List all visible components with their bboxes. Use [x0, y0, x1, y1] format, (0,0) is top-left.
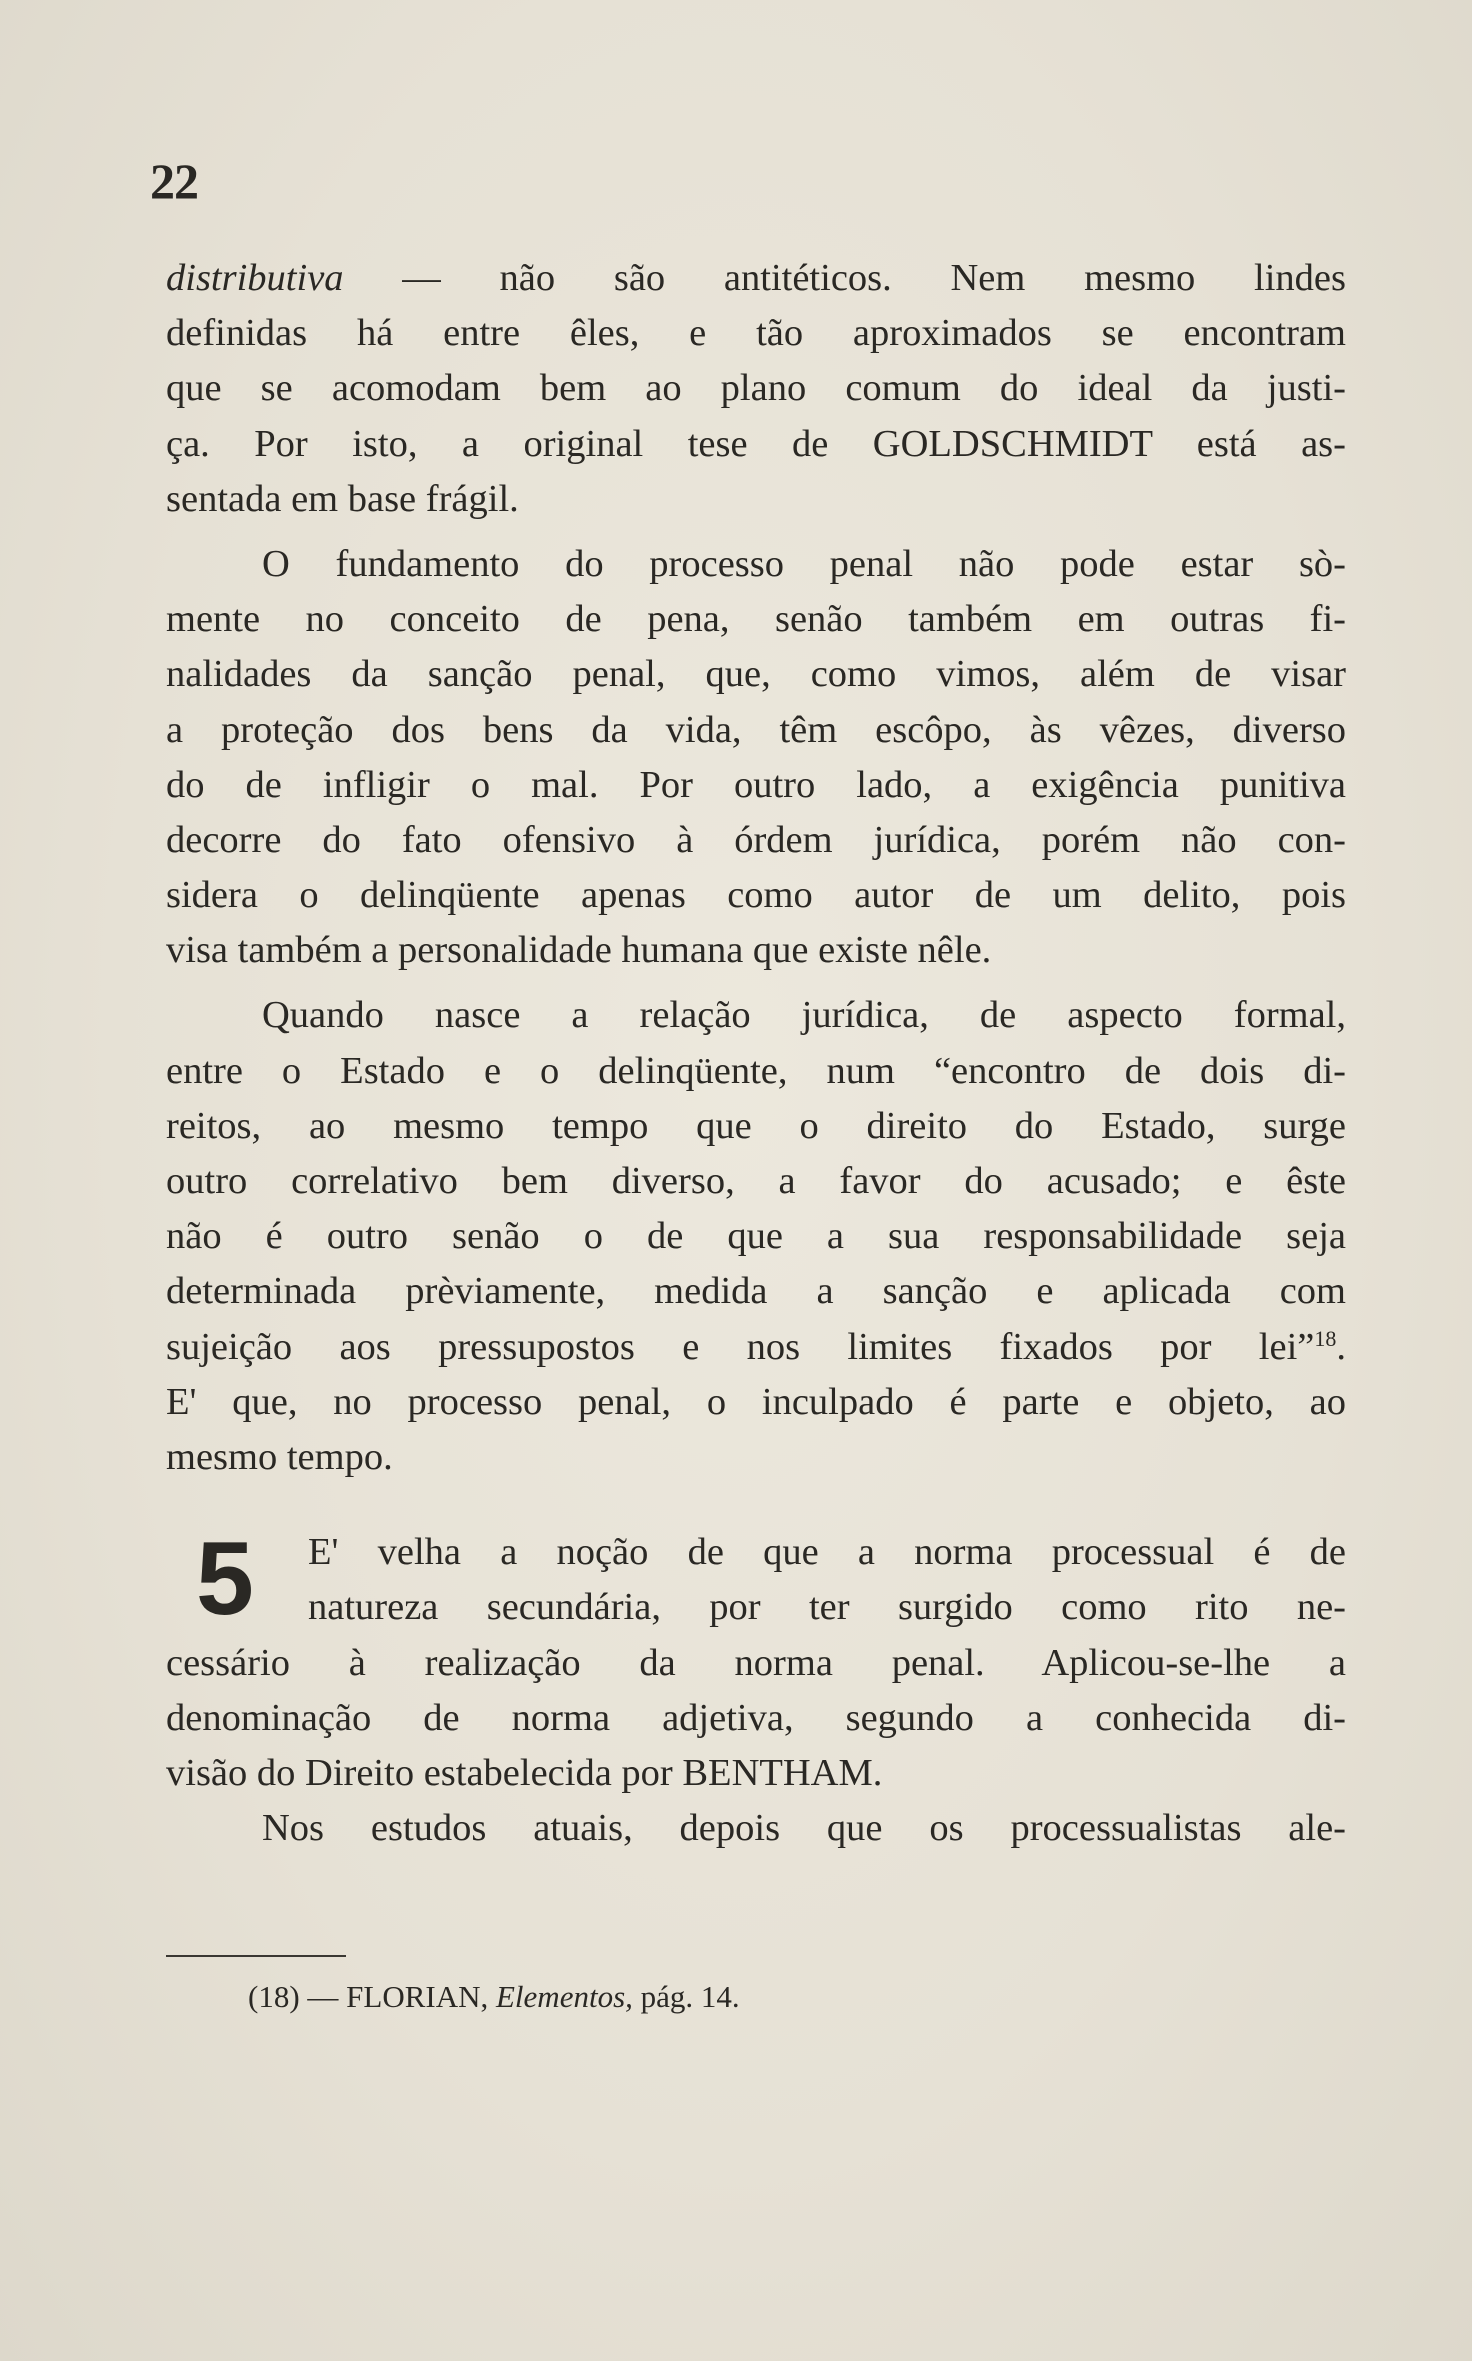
text-line: Quando nasce a relação jurídica, de aspecto formal,: [262, 994, 1346, 1037]
paragraph-gap: [166, 527, 1346, 537]
text-line: outro correlativo bem diverso, a favor do acusado; e êste: [166, 1160, 1346, 1202]
text-line: que se acomodam bem ao plano comum do ideal da justi-: [166, 367, 1346, 410]
text-line: natureza secundária, por ter surgido como rito ne-: [308, 1586, 1346, 1629]
section-number: 5: [196, 1521, 254, 1638]
body-text: [166, 251, 1346, 1856]
section-5: [166, 1521, 1346, 1801]
paragraph: [166, 251, 1346, 527]
paragraph-gap: [166, 978, 1346, 988]
page-number: 22: [150, 153, 198, 209]
text-line: sentada em base frágil.: [166, 477, 519, 520]
text-line: mente no conceito de pena, senão também em outras fi-: [166, 598, 1346, 641]
text-line: não é outro senão o de que a sua responsabilidade seja: [166, 1215, 1346, 1258]
text-line: entre o Estado e o delinqüente, num “encontro de dois di-: [166, 1049, 1346, 1092]
text-span: sujeição aos pressupostos e nos limites fixados por lei”: [166, 1325, 1315, 1368]
paragraph: [166, 537, 1346, 979]
paragraph: [166, 988, 1346, 1485]
footnote-text: — FLORIAN,: [299, 1979, 496, 2014]
text-line: cessário à realização da norma penal. Aplicou-se-lhe a: [166, 1641, 1346, 1684]
text-line: do de infligir o mal. Por outro lado, a exigência punitiva: [166, 763, 1346, 806]
footnote-title: Elementos,: [496, 1979, 633, 2014]
text-line: [166, 251, 1346, 306]
text-line: a proteção dos bens da vida, têm escôpo, às vêzes, diverso: [166, 708, 1346, 751]
italic-term: distributiva: [166, 257, 344, 299]
text-line: determinada prèviamente, medida a sanção e aplicada com: [166, 1270, 1346, 1313]
text-line: reitos, ao mesmo tempo que o direito do Estado, surge: [166, 1104, 1346, 1147]
text-line: Nos estudos atuais, depois que os processualistas ale-: [262, 1807, 1346, 1850]
paragraph-gap: [166, 1485, 1346, 1525]
text-line: ça. Por isto, a original tese de GOLDSCHMIDT está as-: [166, 422, 1346, 465]
text-line: mesmo tempo.: [166, 1435, 393, 1478]
text-line: visão do Direito estabelecida por BENTHAM.: [166, 1751, 883, 1794]
text-line: E' velha a noção de que a norma processual é de: [308, 1531, 1346, 1574]
text-line: denominação de norma adjetiva, segundo a conhecida di-: [166, 1696, 1346, 1739]
text-line: [166, 1320, 1346, 1375]
text-span: — não são antitéticos. Nem mesmo lindes: [343, 257, 1346, 299]
text-line: visa também a personalidade humana que existe nêle.: [166, 929, 992, 972]
text-line: O fundamento do processo penal não pode estar sò-: [262, 542, 1346, 585]
text-line: sidera o delinqüente apenas como autor de um delito, pois: [166, 874, 1346, 917]
text-line: decorre do fato ofensivo à órdem jurídica, porém não con-: [166, 818, 1346, 861]
footnote: [248, 1977, 740, 2017]
text-span: .: [1336, 1325, 1346, 1368]
footnote-page: pág. 14.: [632, 1979, 740, 2014]
paragraph: [166, 1801, 1346, 1856]
text-line: E' que, no processo penal, o inculpado é parte e objeto, ao: [166, 1380, 1346, 1423]
footnote-marker: (18): [248, 1979, 300, 2014]
text-line: definidas há entre êles, e tão aproximados se encontram: [166, 312, 1346, 355]
text-line: nalidades da sanção penal, que, como vimos, além de visar: [166, 653, 1346, 696]
footnote-divider: [166, 1955, 346, 1957]
footnote-reference: 18: [1314, 1325, 1337, 1351]
